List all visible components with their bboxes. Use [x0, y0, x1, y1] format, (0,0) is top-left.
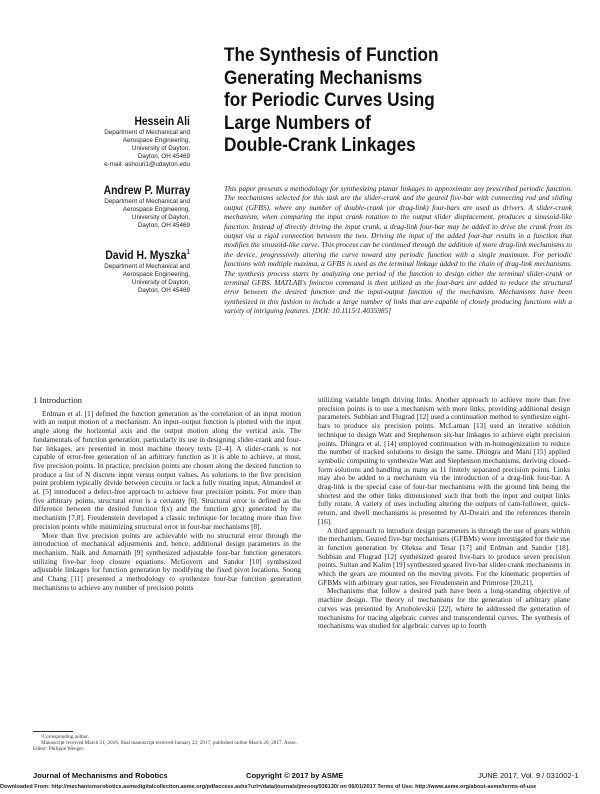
title-line: for Periodic Curves Using [224, 89, 435, 112]
author-name: Hessein Ali [134, 116, 190, 128]
author-affiliation-line: Department of Mechanical and [104, 129, 190, 136]
author-affiliation-line: Aerospace Engineering, [122, 270, 190, 278]
author-affiliation-line: Dayton, OH 45469 [137, 153, 190, 161]
author-affiliation-line: Department of Mechanical and [104, 198, 190, 205]
title-line: Large Numbers of [224, 111, 371, 134]
body-column-left [33, 396, 301, 592]
author-name: Andrew P. Murray [103, 185, 190, 197]
author-affiliation-line: Dayton, OH 45469 [137, 287, 190, 295]
footnotes [33, 734, 301, 753]
title-line: The Synthesis of Function [224, 44, 439, 66]
author-affiliation-line: Department of Mechanical and [104, 262, 190, 270]
article-title [224, 44, 532, 157]
author-block-1 [104, 116, 190, 169]
footer-journal: Journal of Mechanisms and Robotics [33, 771, 168, 780]
author-affiliation-line: University of Dayton, [131, 214, 190, 222]
author-name-text: David H. Myszka [105, 249, 187, 262]
footnote-manuscript: Manuscript received March 21, 2016; final manuscript received January 22, 2017; published online March 20, 2017. Assoc. Editor: Philippe Wenger. [33, 740, 298, 753]
footer-issue: JUNE 2017, Vol. 9 / 031002-1 [478, 771, 579, 780]
author-affiliation-line: University of Dayton, [131, 279, 190, 287]
title-line: Double-Crank Linkages [224, 134, 416, 157]
section-heading: 1 Introduction [33, 395, 82, 405]
author-email: e-mail: ashouri1@udayton.edu [104, 161, 190, 169]
body-paragraph: A third approach to introduce design parameters is through the use of gears within the mechanism. Geared five-bar mechanisms (GFBMs) were investigated for their use in function generation by Oleksa and Tesar [17] and Erdman and Sandor [18]. Subbian and Flugrad [12] synthesized geared five-bars to produce seven precision points. Sultan and Kalim [19] synthesized geared five-bar slider-crank mechanisms in which the gears are mounted on the moving pivots. For the kinematic properties of GFBMs with arbitrary gear ratios, see Freudenstein and Primrose [20,21]. [318, 525, 570, 587]
footer-copyright: Copyright © 2017 by ASME [246, 771, 344, 780]
body-paragraph: More than five precision points are achievable with no structural error through the introduction of mechanical adjustments and, hence, additional design parameters in the mechanism. Naik and Amarnath [9] synthesized adjustable four-bar function generators utilizing five-bar loop closure equations. McGovern and Sandor [10] synthesized adjustable linkages for function generation by modifying the fixed pivot locations. Soong and Chang [11] presented a methodology to synthesize four-bar function generation mechanisms to achieve any number of precision points [33, 530, 301, 592]
body-column-right [318, 396, 570, 631]
corresponding-author-mark: 1 [186, 249, 190, 256]
author-affiliation-line: Aerospace Engineering, [122, 137, 190, 145]
body-paragraph: utilizing variable length driving links. Another approach to achieve more than five precision points is to use a mechanism with more links, providing additional design parameters. Subbian and Flugrad [12] used a continuation method to synthesize eight-bars to produce six precision points. McLarnan [13] used an iterative solution technique to design Watt and Stephenson six-bar linkages to achieve eight precision points. Dhingra et al. [14] employed continuation with m-homogenization to reduce the number of tracked solutions to design the same. Dhingra and Mani [15] applied symbolic computing to synthesize Watt and Stephenson mechanisms, deriving closed-form solutions and handling as many as 11 finitely separated precision points. Links may also be added to a mechanism via the introduction of a drag-link four-bar. A drag-link is the special case of four-bar mechanisms with the ground link being the shortest and the other links dimensioned such that both the input and output links fully rotate. A variety of uses including altering the outputs of cam-follower, quick-return, and dwell mechanisms is presented by Al-Dwairi and the references therein [16]. [318, 395, 570, 526]
author-affiliation-line: Dayton, OH 45469 [137, 222, 190, 230]
abstract: This paper presents a methodology for synthesizing planar linkages to approximate any prescribed periodic function. The mechanisms selected for this task are the slider-crank and the geared five-bar with connecting rod and sliding output (GFBS), where any number of double-crank (or drag-link) four-bars are used as drivers. A slider-crank mechanism, when comparing the input crank rotation to the output slider displacement, produces a sinusoid-like function. Instead of directly driving the input crank, a drag-link four-bar may be added to drive the crank from its output via a rigid connection between the two. Driving the input of the added four-bar results in a function that modifies the sinusoid-like curve. This process can be continued through the addition of more drag-link mechanisms to the device, progressively altering the curve toward any periodic function with a single maximum. For periodic functions with multiple maxima, a GFBS is used as the terminal linkage added to the chain of drag-link mechanisms. The synthesis process starts by analyzing one period of the function to design either the terminal slider-crank or terminal GFBS. MATLAB's fmincon command is then utilized as the four-bars are added to reduce the structural error between the desired function and the input-output function of the mechanism. Mechanisms have been synthesized in this fashion to include a large number of links that are capable of closely producing functions with a variety of intriguing features. [DOI: 10.1115/1.4035985] [224, 184, 572, 316]
footnote-corresponding: ¹Corresponding author. [41, 734, 89, 740]
body-paragraph: Erdman et al. [1] defined the function generation as the correlation of an input motion with an output motion of a mechanism. An input–output function is plotted with the input angle along the horizontal axis and the output motion along the vertical axis. The fundamentals of function generation, particularly its use in designing slider-crank and four-bar linkages, are presented in most machine theory texts [2–4]. A slider-crank is not capable of error-free generation of an arbitrary function as it is able to achieve, at most, five precision points. In practice, precision points are chosen along the desired function to produce a list of N discrete input versus output values. As solutions to the five precision point problem typically divide between circuits or lack a fully rotating input, Almandeel et al. [5] introduced a defect-free approach to achieve four precision points. For more than five arbitrary points, structural error is a certainty [6]. Structural error is defined as the difference between the desired function f(x) and the function g(x) generated by the mechanism [7,8]. Freudenstein developed a classic technique for locating more than five precision points while minimizing structural error in four-bar mechanisms [8]. [33, 408, 301, 531]
author-block-2 [94, 185, 190, 230]
title-line: Generating Mechanisms [224, 66, 423, 89]
download-notice: Downloaded From: http://mechanismsrobotics.asmedigitalcollection.asme.org/pdfaccess.ashx?url=/data/journals/jmrooq/936130/ on 06/01/2017 Terms of Use: http://www.asme.org/about-asme/terms-of-use [0, 784, 537, 790]
author-affiliation-line: University of Dayton, [131, 145, 190, 153]
author-affiliation-line: Aerospace Engineering, [122, 206, 190, 214]
author-name [105, 246, 190, 263]
body-paragraph: Mechanisms that follow a desired path have been a long-standing objective of machine design. The theory of mechanisms for the generation of arbitrary plane curves was presented by Artobolevskii [22], where he addressed the generation of mechanisms for tracing algebraic curves and transcendental curves. The synthesis of mechanisms was studied for algebraic curves up to fourth [318, 586, 570, 631]
footnote-rule [33, 731, 73, 732]
author-block-3 [96, 246, 190, 295]
